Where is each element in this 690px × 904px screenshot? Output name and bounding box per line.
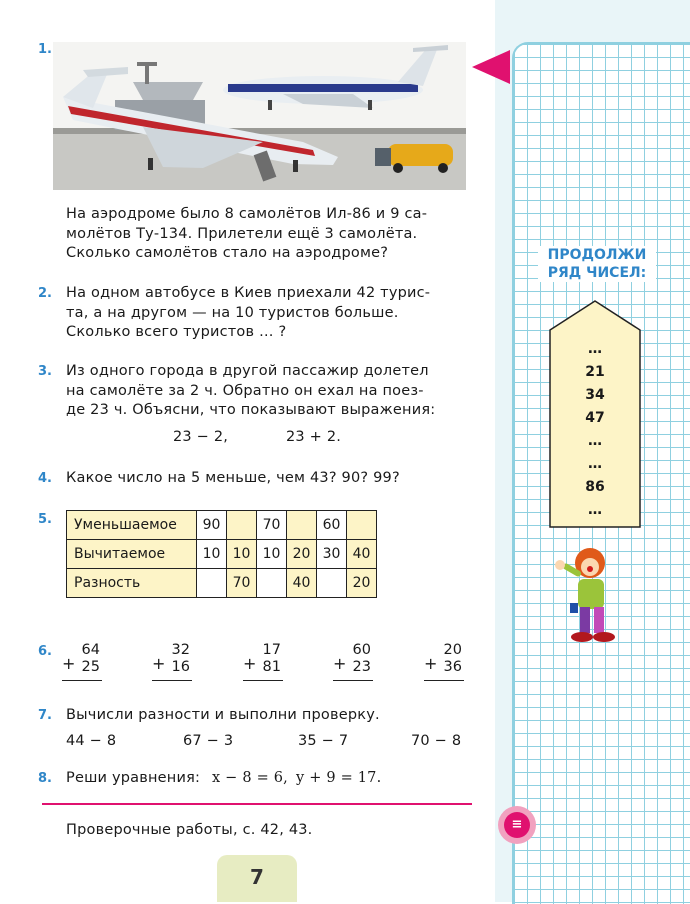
expression: 35 − 7: [298, 733, 349, 749]
task-number: 2.: [38, 286, 52, 301]
airport-illustration: [53, 42, 466, 190]
row-label: Уменьшаемое: [67, 511, 197, 540]
sequence-item: 21: [585, 364, 605, 380]
sequence-item: …: [588, 433, 602, 449]
equation: x − 8 = 6,: [212, 770, 288, 786]
sequence-item: 47: [585, 410, 605, 426]
row-label: Разность: [67, 569, 197, 598]
expression: 70 − 8: [411, 733, 462, 749]
expression: 23 + 2.: [286, 429, 342, 445]
task-1-text: На аэродроме было 8 самолётов Ил-86 и 9 са- молётов Ту-134. Прилетели ещё 3 самолёта. Сколько самолётов стало на аэродроме?: [66, 206, 428, 261]
task-number: 7.: [38, 708, 52, 723]
sequence-item: …: [588, 502, 602, 518]
sequence-item: …: [588, 341, 602, 357]
task-2-text: На одном автобусе в Киев приехали 42 турис- та, а на другом — на 10 туристов больше. Сколько всего туристов … ?: [66, 285, 431, 340]
table-row: Вычитаемое 10 10 10 20 30 40: [67, 540, 377, 569]
equation: y + 9 = 17.: [296, 770, 382, 786]
task-number: 3.: [38, 364, 52, 379]
task-number: 5.: [38, 512, 52, 527]
table-row: Уменьшаемое 90 70 60: [67, 511, 377, 540]
page-number: 7: [250, 865, 264, 889]
page-number-tab: [217, 855, 297, 902]
task-4-text: Какое число на 5 меньше, чем 43? 90? 99?: [66, 470, 400, 486]
task-number: 8.: [38, 771, 52, 786]
subtraction-table: [66, 510, 377, 598]
row-label: Вычитаемое: [67, 540, 197, 569]
sequence-item: 34: [585, 387, 605, 403]
task-number: 4.: [38, 471, 52, 486]
expression: 23 − 2,: [173, 429, 229, 445]
task-number: 6.: [38, 644, 52, 659]
clown-illustration: [548, 545, 618, 645]
table-row: Разность 70 40 20: [67, 569, 377, 598]
number-sequence: [549, 338, 641, 522]
checks-reference: Проверочные работы, с. 42, 43.: [66, 822, 313, 838]
book-icon[interactable]: ≡: [498, 806, 536, 844]
triangle-pointer-icon: [472, 50, 510, 84]
sidebar-title: ПРОДОЛЖИ РЯД ЧИСЕЛ:: [538, 246, 656, 282]
expression: 67 − 3: [183, 733, 234, 749]
sequence-item: 86: [585, 479, 605, 495]
task-8-label: Реши уравнения:: [66, 770, 201, 786]
task-number: 1.: [38, 42, 52, 57]
task-7-text: Вычисли разности и выполни проверку.: [66, 707, 380, 723]
divider: [42, 803, 472, 805]
sequence-item: …: [588, 456, 602, 472]
expression: 44 − 8: [66, 733, 117, 749]
task-3-text: Из одного города в другой пассажир долетел на самолёте за 2 ч. Обратно он ехал на поез- де 23 ч. Объясни, что показывают выражения:: [66, 363, 436, 418]
